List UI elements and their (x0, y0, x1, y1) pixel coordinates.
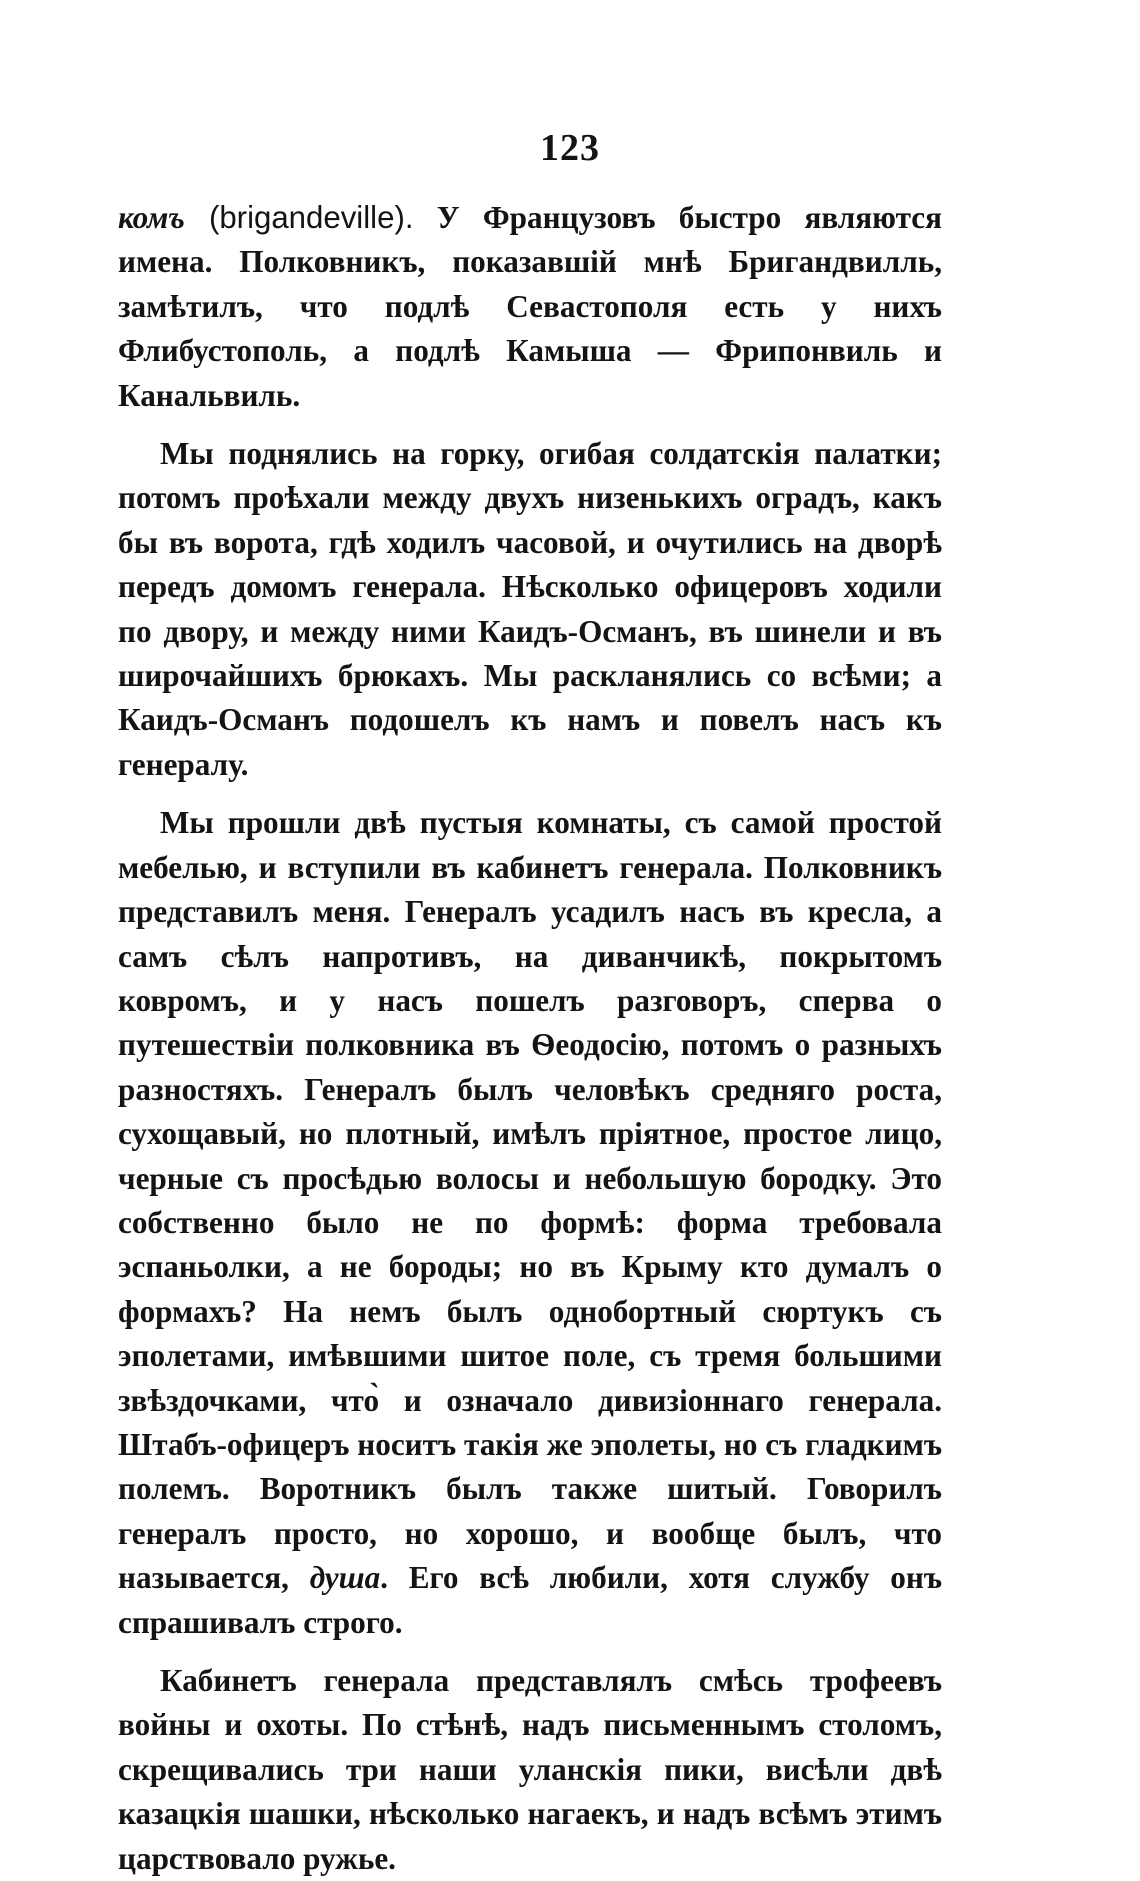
paragraph: Кабинетъ генерала представлялъ смѣсь трофеевъ войны и охоты. По стѣнѣ, надъ письменнымъ столомъ, скрещивались три наши уланскія пики, висѣли двѣ казацкія шашки, нѣсколько нагаекъ, и надъ всѣмъ этимъ царствовало ружье. (118, 1663, 942, 1876)
paragraph-continuation (118, 196, 942, 418)
paragraph: Мы поднялись на горку, огибая солдатскія палатки; потомъ проѣхали между двухъ низенькихъ оградъ, какъ бы въ ворота, гдѣ ходилъ часовой, и очутились на дворѣ передъ домомъ генерала. Нѣсколько офицеровъ ходили по двору, и между ними Каидъ-Османъ, въ шинели и въ широчайшихъ брюкахъ. Мы раскланялись со всѣми; а Каидъ-Османъ подошелъ къ намъ и повелъ насъ къ генералу. (118, 436, 942, 782)
paragraph (118, 801, 942, 1645)
page-number: 123 (540, 127, 600, 169)
body-text (118, 196, 942, 1881)
latin-term: (brigandeville). (184, 200, 414, 235)
italic-word: душа (309, 1560, 381, 1596)
paragraph-text: Мы прошли двѣ пустыя комнаты, съ самой простой мебелью, и вступили въ кабинетъ генерала. Полковникъ представилъ меня. Генералъ усадилъ насъ въ кресла, а самъ сѣлъ напротивъ, на диванчикѣ, покрытомъ ковромъ, и у насъ пошелъ разговоръ, сперва о путешествіи полковника въ Ѳеодосію, потомъ о разныхъ разностяхъ. Генералъ былъ человѣкъ средняго роста, сухощавый, но плотный, имѣлъ пріятное, простое лицо, черные съ просѣдью волосы и небольшую бородку. Это собственно было не по формѣ: форма требовала эспаньолки, а не бороды; но въ Крыму кто думалъ о формахъ? На немъ былъ однобортный сюртукъ съ эполетами, имѣвшими шитое поле, съ тремя большими звѣздочками, что̀ и означало дивизіоннаго генерала. Штабъ-офицеръ носитъ такія же эполеты, но съ гладкимъ полемъ. Воротникъ былъ также шитый. Говорилъ генералъ просто, но хорошо, и вообще былъ, что называется, (118, 805, 942, 1596)
italic-word: комъ (118, 200, 185, 235)
paragraph-text: . Его всѣ любили, хотя службу онъ спрашивалъ строго. (118, 1560, 942, 1640)
paragraph-text: У Французовъ быстро являются имена. Полковникъ, показавшій мнѣ Бригандвилль, замѣтилъ, что подлѣ Севастополя есть у нихъ Флибустополь, а подлѣ Камыша — Фрипонвиль и Канальвиль. (118, 200, 942, 413)
